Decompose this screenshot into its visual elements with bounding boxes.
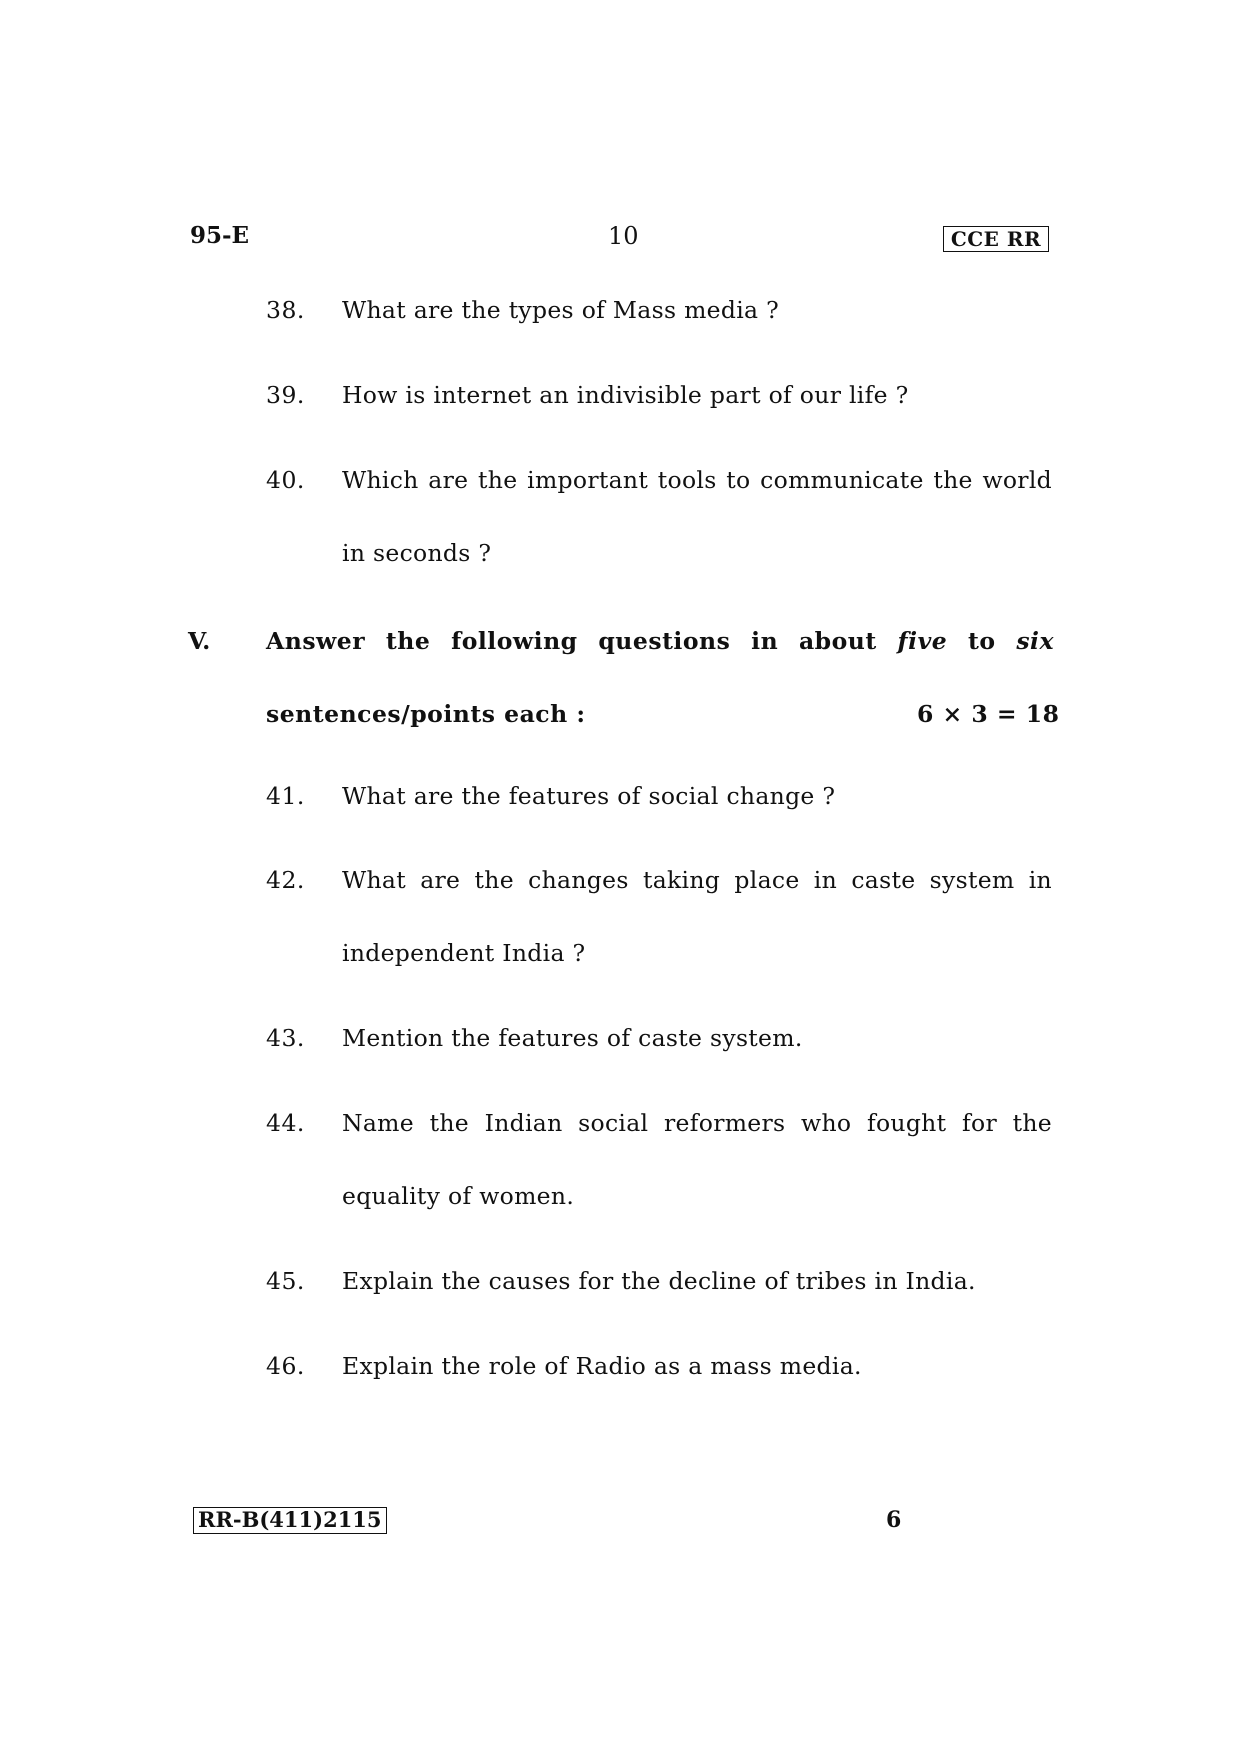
question-38-number: 38. [266, 296, 305, 324]
question-40-text-line2: in seconds ? [342, 539, 492, 567]
question-39-number: 39. [266, 381, 305, 409]
question-41-number: 41. [266, 782, 305, 810]
question-45-text: Explain the causes for the decline of tribes in India. [342, 1267, 976, 1295]
footer-code-badge: RR-B(411)2115 [193, 1507, 387, 1534]
question-44-number: 44. [266, 1109, 305, 1137]
question-40-number: 40. [266, 466, 305, 494]
section-marks: 6 × 3 = 18 [917, 700, 1060, 728]
section-instruction-prefix: Answer the following questions in about [266, 627, 877, 655]
section-instruction-line2: sentences/points each : [266, 700, 586, 728]
paper-code: 95-E [190, 222, 250, 249]
question-42-text-line2: independent India ? [342, 939, 586, 967]
question-41-text: What are the features of social change ? [342, 782, 836, 810]
question-43-text: Mention the features of caste system. [342, 1024, 803, 1052]
series-badge: CCE RR [943, 226, 1049, 252]
question-45-number: 45. [266, 1267, 305, 1295]
footer-sheet-number: 6 [886, 1507, 902, 1533]
question-44-text-line1: Name the Indian social reformers who fought for the [342, 1109, 1052, 1137]
section-word-six: six [1016, 627, 1054, 655]
question-40-text-line1: Which are the important tools to communicate the world [342, 466, 1052, 494]
section-word-to: to [967, 627, 996, 655]
page-number: 10 [608, 222, 639, 250]
question-42-number: 42. [266, 866, 305, 894]
question-42-text-line1: What are the changes taking place in caste system in [342, 866, 1052, 894]
question-43-number: 43. [266, 1024, 305, 1052]
question-46-text: Explain the role of Radio as a mass media. [342, 1352, 862, 1380]
question-46-number: 46. [266, 1352, 305, 1380]
section-instruction-line1 [266, 627, 1054, 655]
question-44-text-line2: equality of women. [342, 1182, 575, 1210]
question-39-text: How is internet an indivisible part of our life ? [342, 381, 909, 409]
section-word-five: five [897, 627, 948, 655]
section-number: V. [188, 627, 211, 655]
question-38-text: What are the types of Mass media ? [342, 296, 779, 324]
